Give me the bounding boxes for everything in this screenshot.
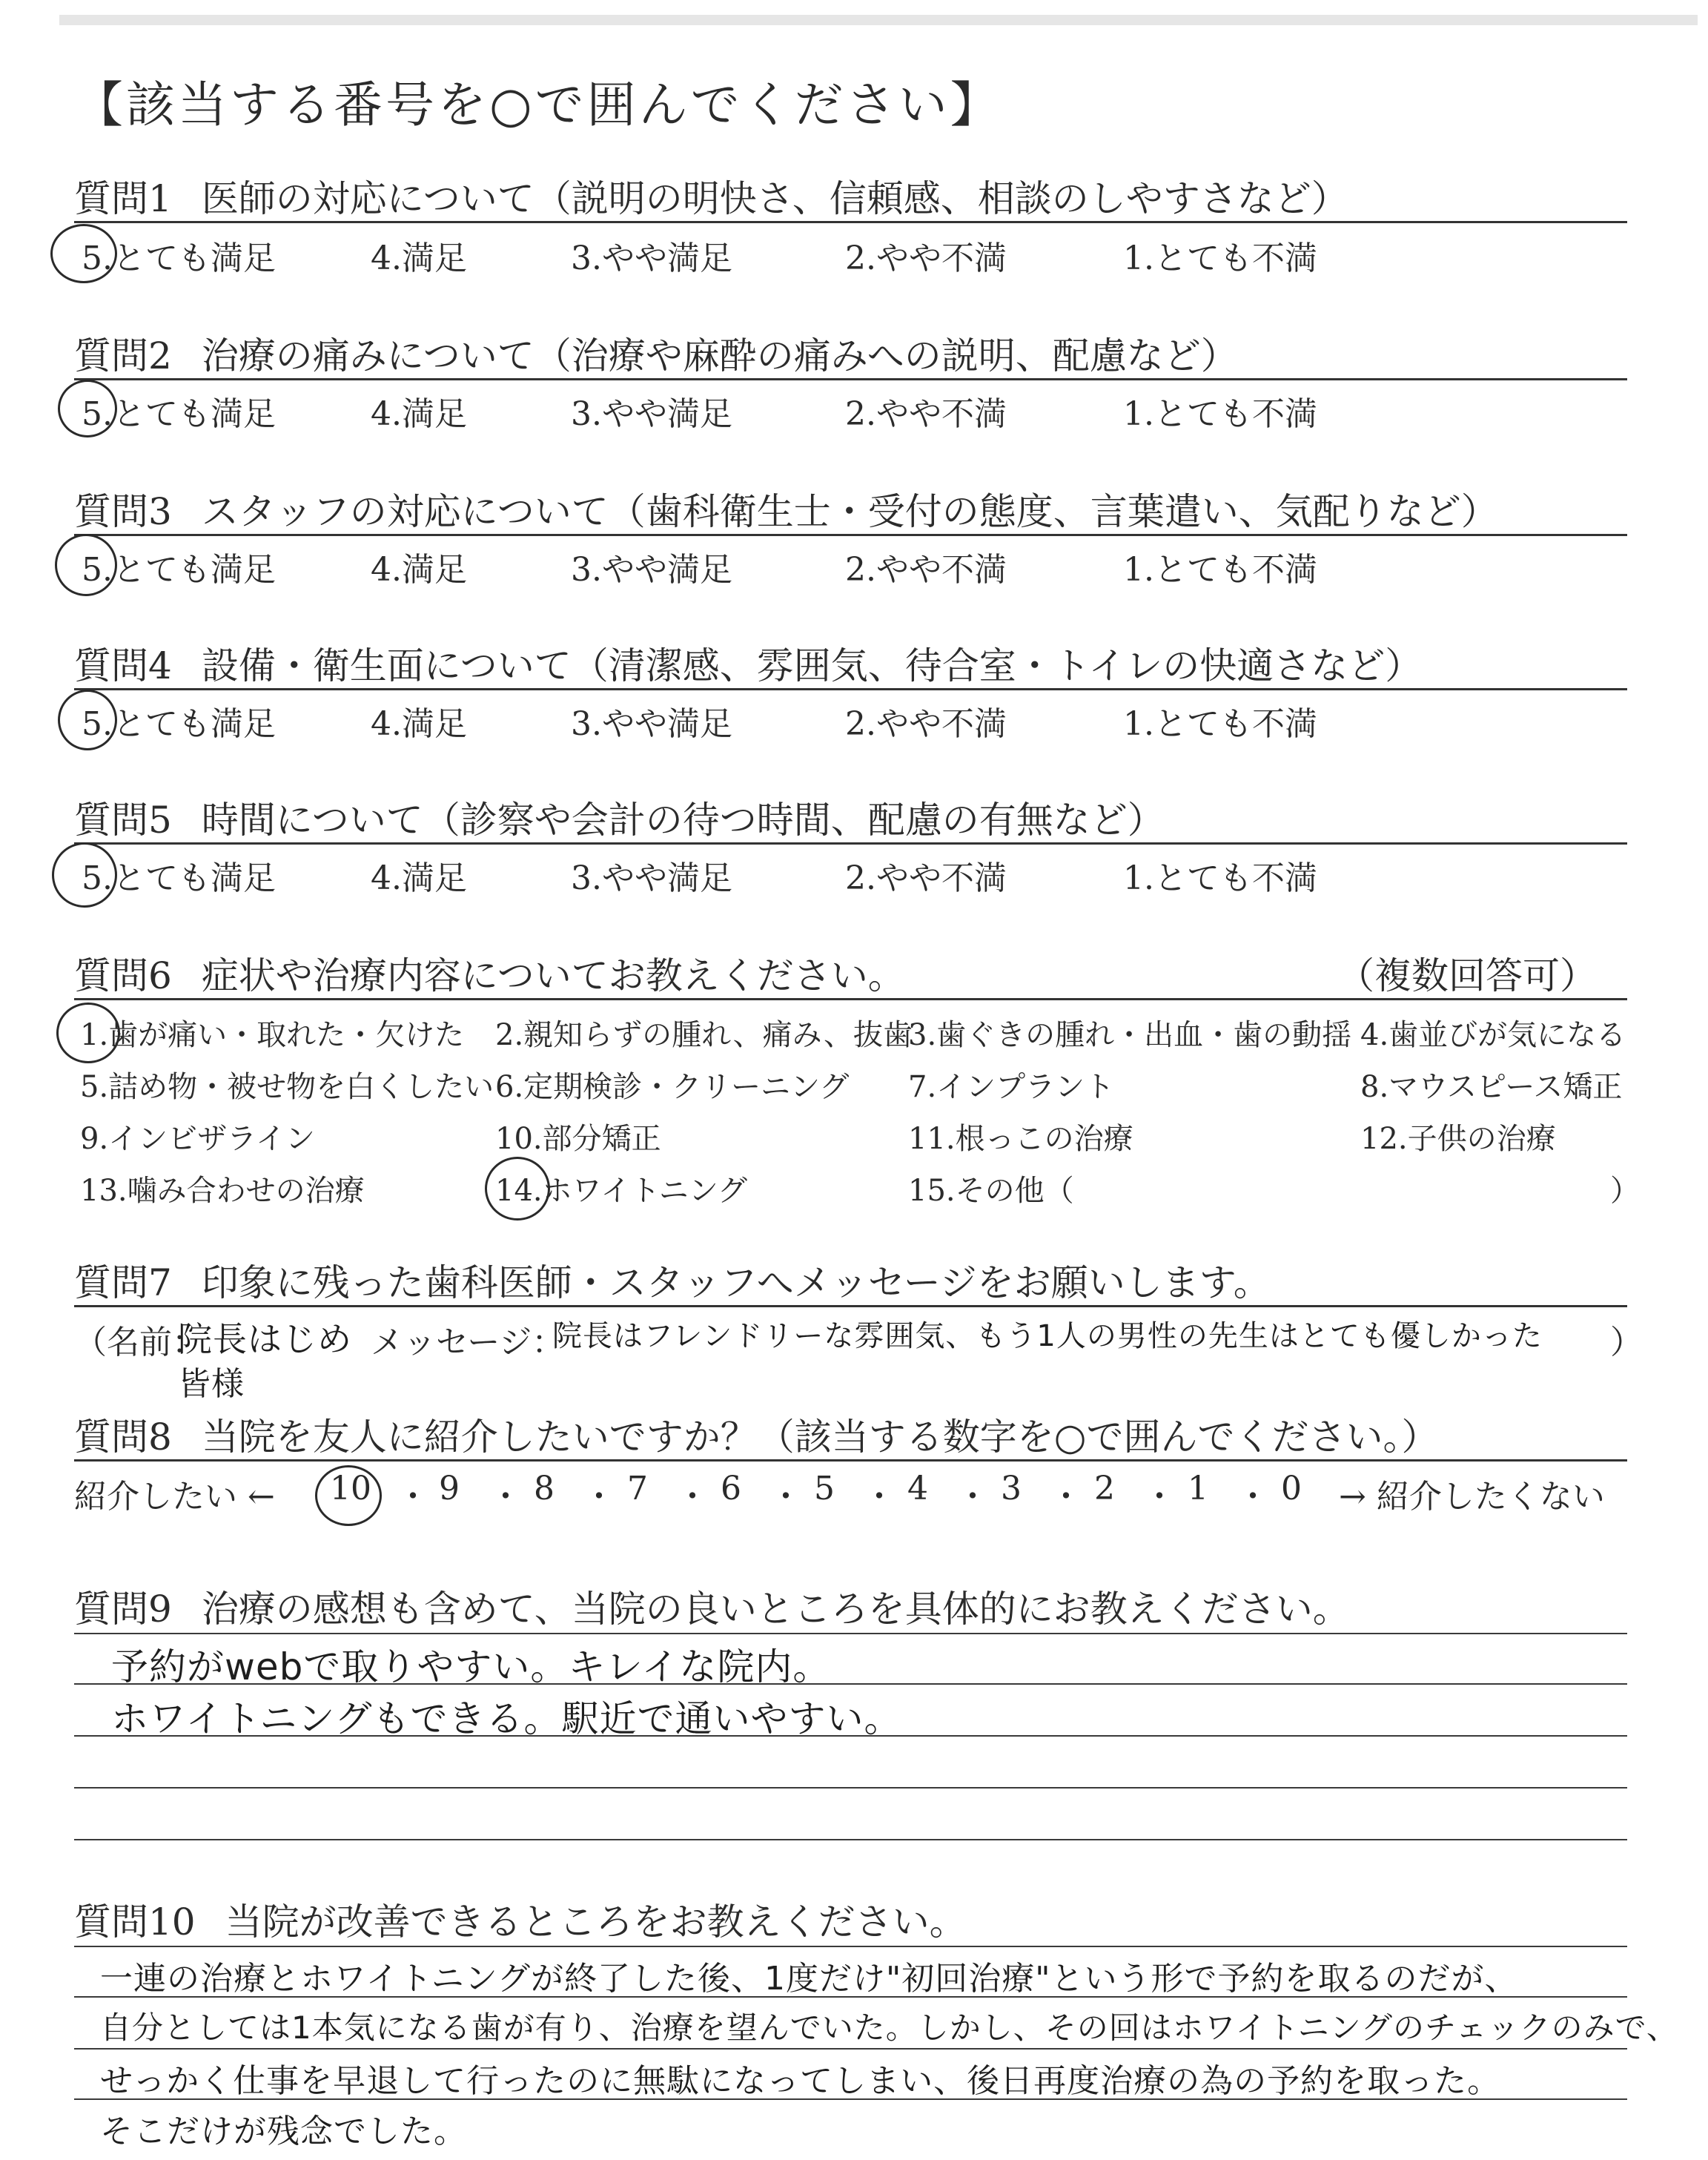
question-rule [74, 688, 1627, 690]
option-2[interactable]: 2.やや不満 [845, 859, 1007, 897]
answer-line-4: そこだけが残念でした。 [100, 2113, 467, 2150]
question-10 [74, 1892, 1623, 1946]
answer-line-1: 予約がwebで取りやすい。キレイな院内。 [111, 1645, 831, 1688]
name-value: 院長はじめ [178, 1319, 352, 1359]
selected-circle [50, 224, 117, 283]
question-text: 治療の痛みについて（治療や麻酔の痛みへの説明、配慮など） [201, 334, 1238, 377]
question-9 [74, 1579, 1623, 1633]
question-2 [74, 326, 1623, 380]
question-number: 質問4 [74, 644, 172, 687]
question-rule [74, 842, 1627, 845]
q6-option-11[interactable]: 11.根っこの治療 [908, 1122, 1133, 1156]
option-1[interactable]: 1.とても不満 [1123, 551, 1317, 589]
q6-option-9[interactable]: 9.インビザライン [80, 1122, 315, 1156]
option-1[interactable]: 1.とても不満 [1123, 705, 1317, 743]
option-3[interactable]: 3.やや満足 [571, 395, 732, 433]
message-value: 院長はフレンドリーな雰囲気、もう1人の男性の先生はとても優しかった [552, 1319, 1543, 1353]
scale-2[interactable]: 2 [1094, 1470, 1115, 1507]
question-rule [74, 221, 1627, 223]
question-number: 質問8 [74, 1416, 172, 1459]
scale-9[interactable]: 9 [439, 1470, 460, 1507]
selected-circle [56, 1003, 120, 1063]
option-4[interactable]: 4.満足 [371, 395, 467, 433]
scale-separator: ・ [489, 1478, 522, 1516]
q6-option-2[interactable]: 2.親知らずの腫れ、痛み、抜歯 [495, 1018, 913, 1052]
question-rule [74, 378, 1627, 380]
scale-separator: ・ [956, 1478, 989, 1516]
answer-line-1: 一連の治療とホワイトニングが終了した後、1度だけ"初回治療"という形で予約を取るのだが、 [100, 1960, 1518, 1998]
answer-line [74, 1633, 1627, 1634]
q6-option-3[interactable]: 3.歯ぐきの腫れ・出血・歯の動揺 [908, 1018, 1352, 1052]
scale-separator: ・ [1143, 1478, 1176, 1516]
selected-circle [52, 842, 117, 908]
scale-3[interactable]: 3 [1001, 1470, 1022, 1507]
scale-5[interactable]: 5 [814, 1470, 835, 1507]
option-5[interactable]: 5.とても満足 [82, 551, 276, 589]
scale-left-label: 紹介したい ← [74, 1478, 275, 1516]
scale-10[interactable]: 10 [330, 1470, 371, 1507]
question-text: 症状や治療内容についてお教えください。 [201, 954, 905, 997]
answer-line [74, 2048, 1627, 2050]
scale-separator: ・ [583, 1478, 615, 1516]
selected-circle [55, 534, 117, 596]
question-1 [74, 169, 1623, 222]
option-3[interactable]: 3.やや満足 [571, 240, 732, 277]
question-rule [74, 1459, 1627, 1462]
message-label: メッセージ： [371, 1324, 565, 1361]
scale-4[interactable]: 4 [907, 1470, 928, 1507]
q6-option-4[interactable]: 4.歯並びが気になる [1360, 1018, 1626, 1052]
option-2[interactable]: 2.やや不満 [845, 395, 1007, 433]
question-4 [74, 636, 1623, 690]
option-2[interactable]: 2.やや不満 [845, 551, 1007, 589]
option-1[interactable]: 1.とても不満 [1123, 395, 1317, 433]
option-3[interactable]: 3.やや満足 [571, 705, 732, 743]
question-text: 時間について（診察や会計の待つ時間、配慮の有無など） [201, 799, 1165, 842]
scale-right-label: → 紹介したくない [1339, 1478, 1605, 1516]
question-number: 質問10 [74, 1900, 196, 1943]
question-rule [74, 534, 1627, 536]
scale-separator: ・ [1050, 1478, 1082, 1516]
q6-option-14[interactable]: 14.ホワイトニング [495, 1174, 748, 1208]
answer-line [74, 1946, 1627, 1947]
option-4[interactable]: 4.満足 [371, 240, 467, 277]
scale-6[interactable]: 6 [721, 1470, 741, 1507]
question-text: 当院が改善できるところをお教えください。 [225, 1900, 967, 1943]
scale-separator: ・ [1237, 1478, 1269, 1516]
q6-option-10[interactable]: 10.部分矯正 [495, 1122, 661, 1156]
question-text: 治療の感想も含めて、当院の良いところを具体的にお教えください。 [201, 1588, 1350, 1631]
option-1[interactable]: 1.とても不満 [1123, 240, 1317, 277]
question-number: 質問7 [74, 1261, 172, 1304]
q6-option-12[interactable]: 12.子供の治療 [1360, 1122, 1556, 1156]
question-number: 質問2 [74, 334, 172, 377]
scale-separator: ・ [397, 1478, 429, 1516]
option-5[interactable]: 5.とても満足 [82, 859, 276, 897]
q6-option-5[interactable]: 5.詰め物・被せ物を白くしたい [80, 1070, 494, 1104]
page-title: 【該当する番号を○で囲んでください】 [74, 76, 1002, 133]
selected-circle [485, 1157, 550, 1221]
answer-line [74, 1787, 1627, 1789]
question-text: 当院を友人に紹介したいですか？（該当する数字を○で囲んでください。） [201, 1416, 1439, 1459]
option-5[interactable]: 5.とても満足 [82, 395, 276, 433]
scale-1[interactable]: 1 [1188, 1470, 1208, 1507]
question-7 [74, 1253, 1623, 1307]
question-text: 医師の対応について（説明の明快さ、信頼感、相談のしやすさなど） [201, 177, 1348, 220]
question-8 [74, 1407, 1623, 1461]
scale-8[interactable]: 8 [534, 1470, 555, 1507]
question-number: 質問5 [74, 799, 172, 842]
scale-7[interactable]: 7 [627, 1470, 648, 1507]
answer-line-2: 自分としては1本気になる歯が有り、治療を望んでいた。しかし、その回はホワイトニングのチェックのみで、 [100, 2009, 1678, 2046]
question-rule [74, 1305, 1627, 1307]
selected-circle [58, 380, 117, 437]
scan-edge [59, 15, 1698, 25]
option-2[interactable]: 2.やや不満 [845, 705, 1007, 743]
question-number: 質問1 [74, 177, 172, 220]
q6-option-8[interactable]: 8.マウスピース矯正 [1360, 1070, 1623, 1104]
answer-line-3: せっかく仕事を早退して行ったのに無駄になってしまい、後日再度治療の為の予約を取った。 [100, 2062, 1501, 2100]
selected-circle [58, 690, 117, 750]
option-4[interactable]: 4.満足 [371, 859, 467, 897]
q6-option-15[interactable]: 15.その他（ [908, 1174, 1074, 1208]
question-rule [74, 998, 1627, 1000]
option-5[interactable]: 5.とても満足 [82, 705, 276, 743]
question-text: 印象に残った歯科医師・スタッフへメッセージをお願いします。 [201, 1261, 1271, 1304]
option-5[interactable]: 5.とても満足 [82, 240, 276, 277]
scale-0[interactable]: 0 [1281, 1470, 1302, 1507]
message-close: ） [1610, 1324, 1643, 1361]
selected-circle [315, 1465, 382, 1526]
multiple-answers-note: （複数回答可） [1337, 954, 1597, 997]
question-number: 質問9 [74, 1588, 172, 1631]
q6-option-13[interactable]: 13.噛み合わせの治療 [80, 1174, 365, 1208]
option-4[interactable]: 4.満足 [371, 705, 467, 743]
question-3 [74, 482, 1623, 535]
q6-option-1[interactable]: 1.歯が痛い・取れた・欠けた [80, 1018, 465, 1052]
question-number: 質問3 [74, 490, 172, 533]
q6-option-7[interactable]: 7.インプラント [908, 1070, 1115, 1104]
answer-line-2: ホワイトニングもできる。駅近で通いやすい。 [111, 1697, 902, 1740]
name-value-2: 皆様 [178, 1365, 245, 1403]
q6-option-15-close: ） [1610, 1174, 1640, 1208]
option-3[interactable]: 3.やや満足 [571, 551, 732, 589]
answer-line [74, 1839, 1627, 1840]
question-number: 質問6 [74, 954, 172, 997]
q6-option-6[interactable]: 6.定期検診・クリーニング [495, 1070, 850, 1104]
name-label: （名前： [74, 1324, 205, 1361]
option-4[interactable]: 4.満足 [371, 551, 467, 589]
scale-separator: ・ [676, 1478, 709, 1516]
question-5 [74, 790, 1623, 844]
scale-separator: ・ [863, 1478, 896, 1516]
question-text: 設備・衛生面について（清潔感、雰囲気、待合室・トイレの快適さなど） [201, 644, 1423, 687]
scale-separator: ・ [769, 1478, 802, 1516]
option-1[interactable]: 1.とても不満 [1123, 859, 1317, 897]
question-text: スタッフの対応について（歯科衛生士・受付の態度、言葉遣い、気配りなど） [201, 490, 1498, 533]
option-2[interactable]: 2.やや不満 [845, 240, 1007, 277]
option-3[interactable]: 3.やや満足 [571, 859, 732, 897]
